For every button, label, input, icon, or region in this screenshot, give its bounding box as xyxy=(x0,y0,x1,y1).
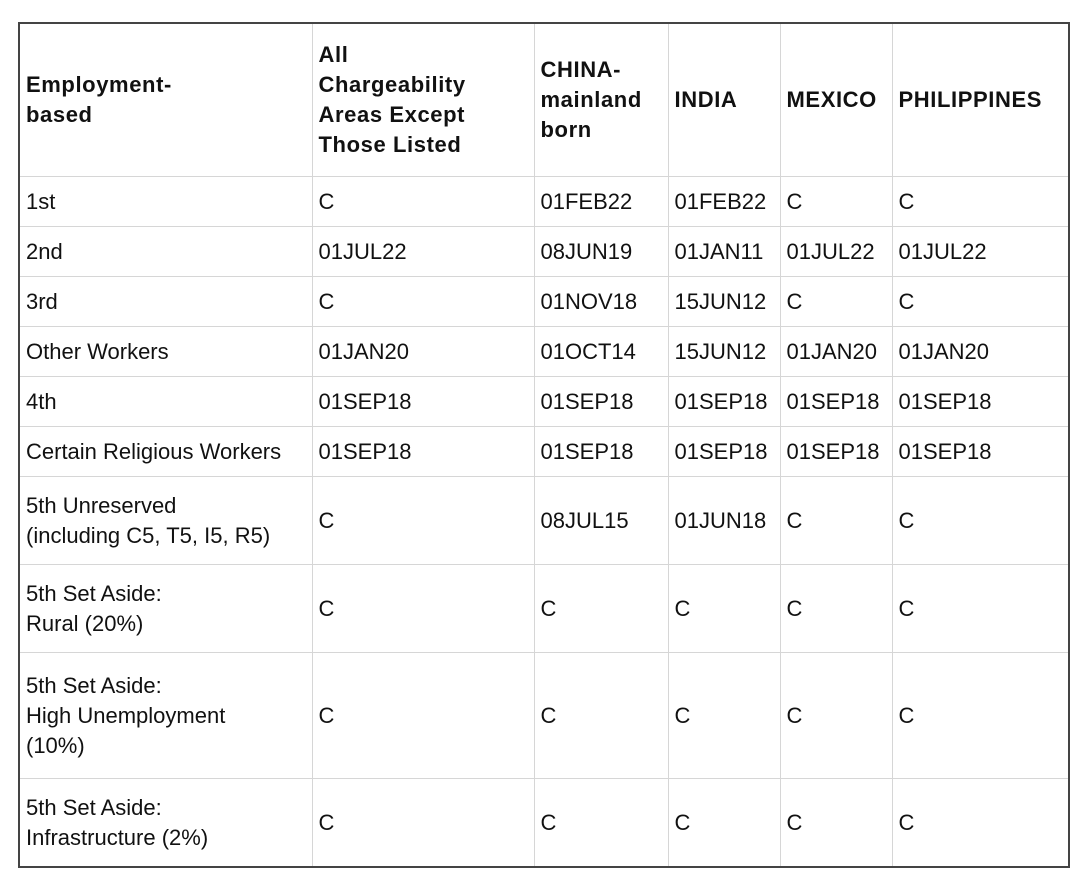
cell-all-chargeability: C xyxy=(312,477,534,565)
cell-all-chargeability: 01JUL22 xyxy=(312,227,534,277)
cell-india: 01FEB22 xyxy=(668,177,780,227)
cell-philippines: 01SEP18 xyxy=(892,427,1069,477)
cell-mexico: 01JAN20 xyxy=(780,327,892,377)
cell-all-chargeability: C xyxy=(312,277,534,327)
cell-philippines: C xyxy=(892,779,1069,868)
cell-all-chargeability: C xyxy=(312,565,534,653)
row-label: 5th Set Aside: Infrastructure (2%) xyxy=(19,779,312,868)
cell-mexico: C xyxy=(780,477,892,565)
header-mexico: MEXICO xyxy=(780,23,892,177)
header-india: INDIA xyxy=(668,23,780,177)
cell-india: 01JUN18 xyxy=(668,477,780,565)
cell-philippines: 01JUL22 xyxy=(892,227,1069,277)
header-all-chargeability: All Chargeability Areas Except Those Listed xyxy=(312,23,534,177)
cell-philippines: C xyxy=(892,565,1069,653)
header-row xyxy=(19,23,1069,177)
row-label: 5th Set Aside: High Unemployment (10%) xyxy=(19,653,312,779)
cell-all-chargeability: 01JAN20 xyxy=(312,327,534,377)
cell-philippines: 01JAN20 xyxy=(892,327,1069,377)
row-label: 1st xyxy=(19,177,312,227)
cell-india: C xyxy=(668,565,780,653)
cell-india: 15JUN12 xyxy=(668,277,780,327)
cell-philippines: C xyxy=(892,477,1069,565)
table-row xyxy=(19,377,1069,427)
table-row xyxy=(19,653,1069,779)
cell-all-chargeability: C xyxy=(312,779,534,868)
cell-china: 08JUN19 xyxy=(534,227,668,277)
cell-china: 01OCT14 xyxy=(534,327,668,377)
header-china: CHINA- mainland born xyxy=(534,23,668,177)
cell-all-chargeability: C xyxy=(312,653,534,779)
cell-china: 08JUL15 xyxy=(534,477,668,565)
cell-india: 01JAN11 xyxy=(668,227,780,277)
cell-india: C xyxy=(668,653,780,779)
header-employment-based: Employment- based xyxy=(19,23,312,177)
cell-all-chargeability: C xyxy=(312,177,534,227)
cell-mexico: C xyxy=(780,565,892,653)
table-row xyxy=(19,565,1069,653)
cell-china: C xyxy=(534,653,668,779)
cell-india: 01SEP18 xyxy=(668,427,780,477)
cell-china: C xyxy=(534,779,668,868)
cell-mexico: 01JUL22 xyxy=(780,227,892,277)
cell-india: 01SEP18 xyxy=(668,377,780,427)
table-row xyxy=(19,277,1069,327)
cell-philippines: C xyxy=(892,653,1069,779)
cell-china: 01NOV18 xyxy=(534,277,668,327)
cell-china: 01FEB22 xyxy=(534,177,668,227)
cell-india: 15JUN12 xyxy=(668,327,780,377)
row-label: 5th Set Aside: Rural (20%) xyxy=(19,565,312,653)
cell-china: 01SEP18 xyxy=(534,427,668,477)
table-row xyxy=(19,177,1069,227)
cell-philippines: 01SEP18 xyxy=(892,377,1069,427)
table-row xyxy=(19,779,1069,868)
visa-bulletin-table-container xyxy=(18,22,1070,868)
cell-china: 01SEP18 xyxy=(534,377,668,427)
row-label: 2nd xyxy=(19,227,312,277)
cell-india: C xyxy=(668,779,780,868)
cell-mexico: C xyxy=(780,653,892,779)
row-label: 5th Unreserved (including C5, T5, I5, R5) xyxy=(19,477,312,565)
cell-mexico: C xyxy=(780,177,892,227)
cell-philippines: C xyxy=(892,277,1069,327)
table-row xyxy=(19,477,1069,565)
table-row xyxy=(19,327,1069,377)
table-row xyxy=(19,227,1069,277)
table-row xyxy=(19,427,1069,477)
row-label: Certain Religious Workers xyxy=(19,427,312,477)
cell-all-chargeability: 01SEP18 xyxy=(312,377,534,427)
cell-mexico: C xyxy=(780,779,892,868)
header-philippines: PHILIPPINES xyxy=(892,23,1069,177)
employment-based-dates-table xyxy=(18,22,1070,868)
row-label: 4th xyxy=(19,377,312,427)
cell-china: C xyxy=(534,565,668,653)
cell-philippines: C xyxy=(892,177,1069,227)
row-label: 3rd xyxy=(19,277,312,327)
cell-mexico: 01SEP18 xyxy=(780,427,892,477)
row-label: Other Workers xyxy=(19,327,312,377)
cell-mexico: C xyxy=(780,277,892,327)
cell-all-chargeability: 01SEP18 xyxy=(312,427,534,477)
cell-mexico: 01SEP18 xyxy=(780,377,892,427)
